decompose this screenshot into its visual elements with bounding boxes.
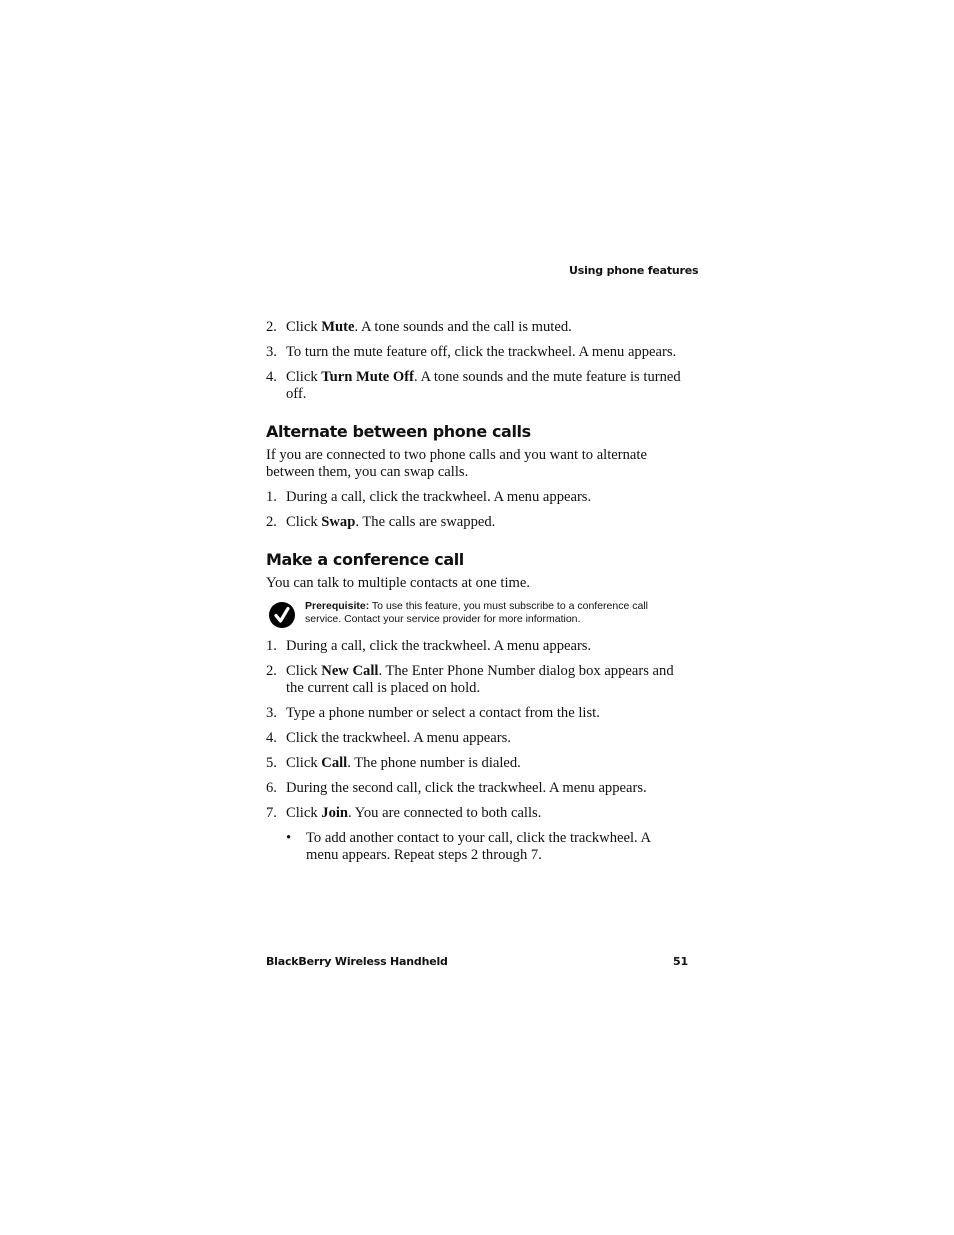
step-text-post: . The phone number is dialed.: [347, 755, 521, 771]
list-item: [266, 663, 686, 697]
step-text: [286, 489, 686, 506]
step-number: 6.: [266, 780, 277, 796]
step-number: 2.: [266, 319, 277, 335]
step-text-pre: To turn the mute feature off, click the trackwheel. A menu appears.: [286, 344, 677, 360]
step-number: 3.: [266, 705, 277, 721]
step-text: [286, 730, 686, 747]
step-number: 2.: [266, 514, 277, 530]
list-item: [266, 319, 686, 336]
step-bold-term: New Call: [321, 663, 379, 679]
heading-conference-call: Make a conference call: [266, 550, 464, 569]
step-bold-term: Call: [321, 755, 348, 771]
step-number: 3.: [266, 344, 277, 360]
step-number: 1.: [266, 638, 277, 654]
step-text-post: . The Enter Phone Number dialog box appears and the current call is placed on hold.: [286, 663, 674, 696]
step-text: [286, 638, 686, 655]
step-text-pre: During a call, click the trackwheel. A menu appears.: [286, 638, 592, 654]
mute-steps-list: [266, 319, 686, 403]
step-text: [286, 369, 686, 403]
step-text-pre: Click: [286, 369, 322, 385]
heading-alternate-calls: Alternate between phone calls: [266, 422, 531, 441]
conference-steps-list: [266, 638, 686, 822]
step-text: [286, 780, 686, 797]
list-item: [266, 344, 686, 361]
step-text-pre: Click: [286, 755, 322, 771]
alternate-steps-list: [266, 489, 686, 531]
step-number: 4.: [266, 369, 277, 385]
step-bold-term: Join: [321, 805, 349, 821]
step-text: [286, 344, 686, 361]
checkmark-icon: [269, 602, 295, 628]
bullet-mark: •: [286, 830, 292, 846]
step-text-pre: Click the trackwheel. A menu appears.: [286, 730, 511, 746]
list-item: [266, 730, 686, 747]
step-text: [286, 514, 686, 531]
step-text-pre: Click: [286, 805, 322, 821]
step-number: 1.: [266, 489, 277, 505]
page-content: [266, 319, 686, 872]
list-item: [266, 369, 686, 403]
step-text: [286, 805, 686, 822]
prerequisite-note: [305, 600, 686, 626]
step-bold-term: Mute: [321, 319, 355, 335]
step-bold-term: Turn Mute Off: [321, 369, 414, 385]
note-label: Prerequisite:: [305, 600, 370, 612]
step-number: 4.: [266, 730, 277, 746]
step-text-pre: Click: [286, 514, 322, 530]
step-text-pre: Click: [286, 319, 322, 335]
step-text-pre: Click: [286, 663, 322, 679]
step-text: [286, 755, 686, 772]
running-header: Using phone features: [569, 264, 699, 277]
step-text: [286, 663, 686, 697]
step-number: 2.: [266, 663, 277, 679]
step-text-pre: During the second call, click the trackwheel. A menu appears.: [286, 780, 647, 796]
step-bold-term: Swap: [321, 514, 356, 530]
list-item: [266, 805, 686, 822]
list-item: [266, 514, 686, 531]
step-text-post: . The calls are swapped.: [355, 514, 496, 530]
step-text-pre: During a call, click the trackwheel. A menu appears.: [286, 489, 592, 505]
step-text-post: . A tone sounds and the mute feature is turned off.: [286, 369, 681, 402]
footer-title: BlackBerry Wireless Handheld: [266, 955, 448, 968]
step-text-pre: Type a phone number or select a contact from the list.: [286, 705, 600, 721]
bullet-item: [266, 830, 686, 864]
step-text-post: . You are connected to both calls.: [348, 805, 542, 821]
list-item: [266, 705, 686, 722]
step-text: [286, 319, 686, 336]
bullet-text: To add another contact to your call, click the trackwheel. A menu appears. Repeat steps 2 through 7.: [306, 830, 651, 863]
step-number: 7.: [266, 805, 277, 821]
note-text: To use this feature, you must subscribe to a conference call service. Contact your service provider for more information.: [305, 600, 648, 625]
list-item: [266, 755, 686, 772]
list-item: [266, 638, 686, 655]
alternate-intro: If you are connected to two phone calls and you want to alternate between them, you can swap calls.: [266, 447, 647, 480]
step-text-post: . A tone sounds and the call is muted.: [354, 319, 572, 335]
prerequisite-callout: [269, 600, 686, 628]
step-text: [286, 705, 686, 722]
step-number: 5.: [266, 755, 277, 771]
list-item: [266, 489, 686, 506]
conference-intro: You can talk to multiple contacts at one time.: [266, 575, 530, 591]
list-item: [266, 780, 686, 797]
page-number: 51: [673, 955, 688, 968]
